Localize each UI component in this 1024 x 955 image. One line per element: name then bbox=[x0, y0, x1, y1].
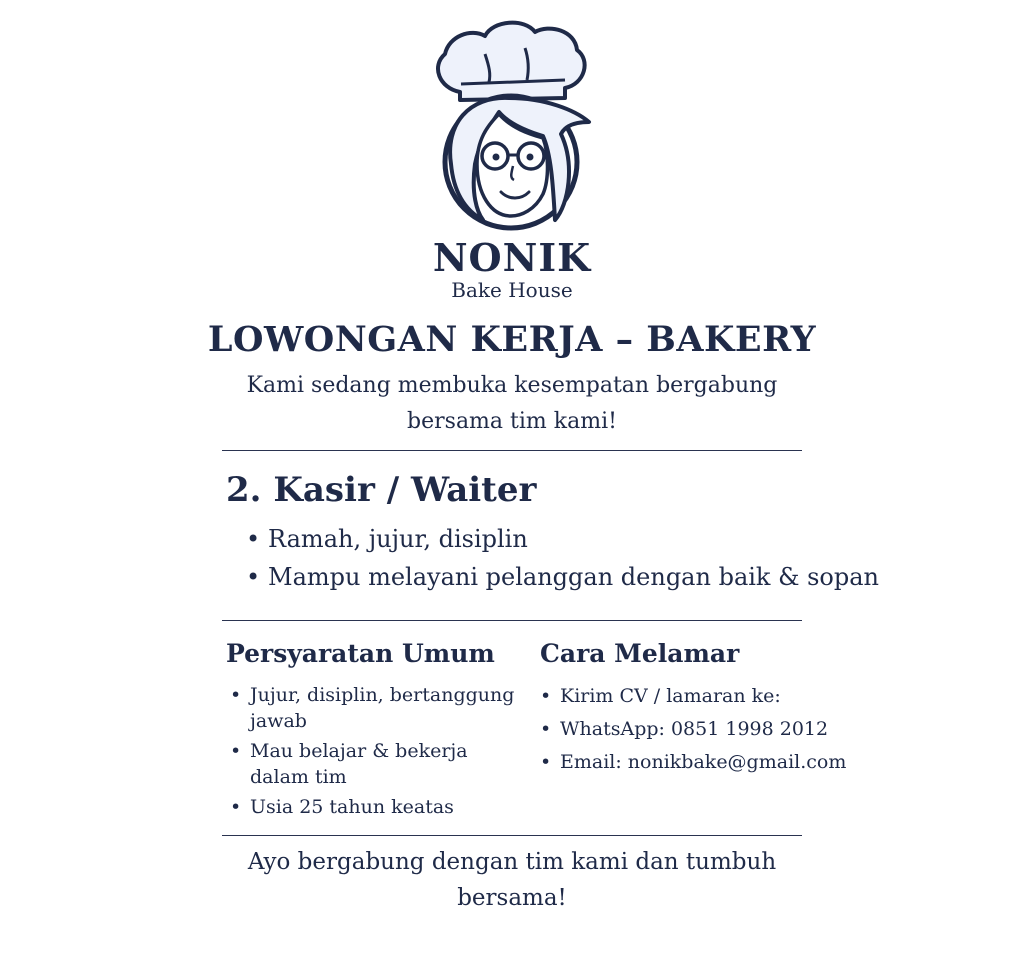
position-points-list bbox=[246, 520, 879, 596]
chef-hat-icon bbox=[438, 23, 585, 100]
divider bbox=[222, 450, 802, 451]
divider bbox=[222, 835, 802, 836]
list-item: • Mampu melayani pelanggan dengan baik & sopan bbox=[246, 558, 879, 596]
closing-text: Ayo bergabung dengan tim kami dan tumbuh bersama! bbox=[247, 849, 777, 911]
position-title: 2. Kasir / Waiter bbox=[226, 470, 537, 510]
email-contact: • Email: nonikbake@gmail.com bbox=[540, 746, 846, 779]
requirements-list bbox=[230, 682, 520, 824]
brand-name: NONIK bbox=[432, 235, 592, 280]
apply-list bbox=[540, 680, 846, 779]
list-item: • Ramah, jujur, disiplin bbox=[246, 520, 879, 558]
list-item: • Jujur, disiplin, bertanggung jawab bbox=[230, 682, 520, 734]
list-item: • Usia 25 tahun keatas bbox=[230, 794, 520, 820]
whatsapp-contact: • WhatsApp: 0851 1998 2012 bbox=[540, 713, 846, 746]
divider bbox=[222, 620, 802, 621]
requirements-title: Persyaratan Umum bbox=[226, 639, 495, 668]
brand-subtitle: Bake House bbox=[451, 278, 573, 302]
chef-logo-icon bbox=[425, 14, 595, 234]
list-item: • Kirim CV / lamaran ke: bbox=[540, 680, 846, 713]
apply-title: Cara Melamar bbox=[540, 639, 740, 668]
list-item: • Mau belajar & bekerja dalam tim bbox=[230, 738, 520, 790]
page-title: LOWONGAN KERJA – BAKERY bbox=[207, 319, 817, 360]
intro-text: Kami sedang membuka kesempatan bergabung bersama tim kami! bbox=[246, 373, 778, 434]
